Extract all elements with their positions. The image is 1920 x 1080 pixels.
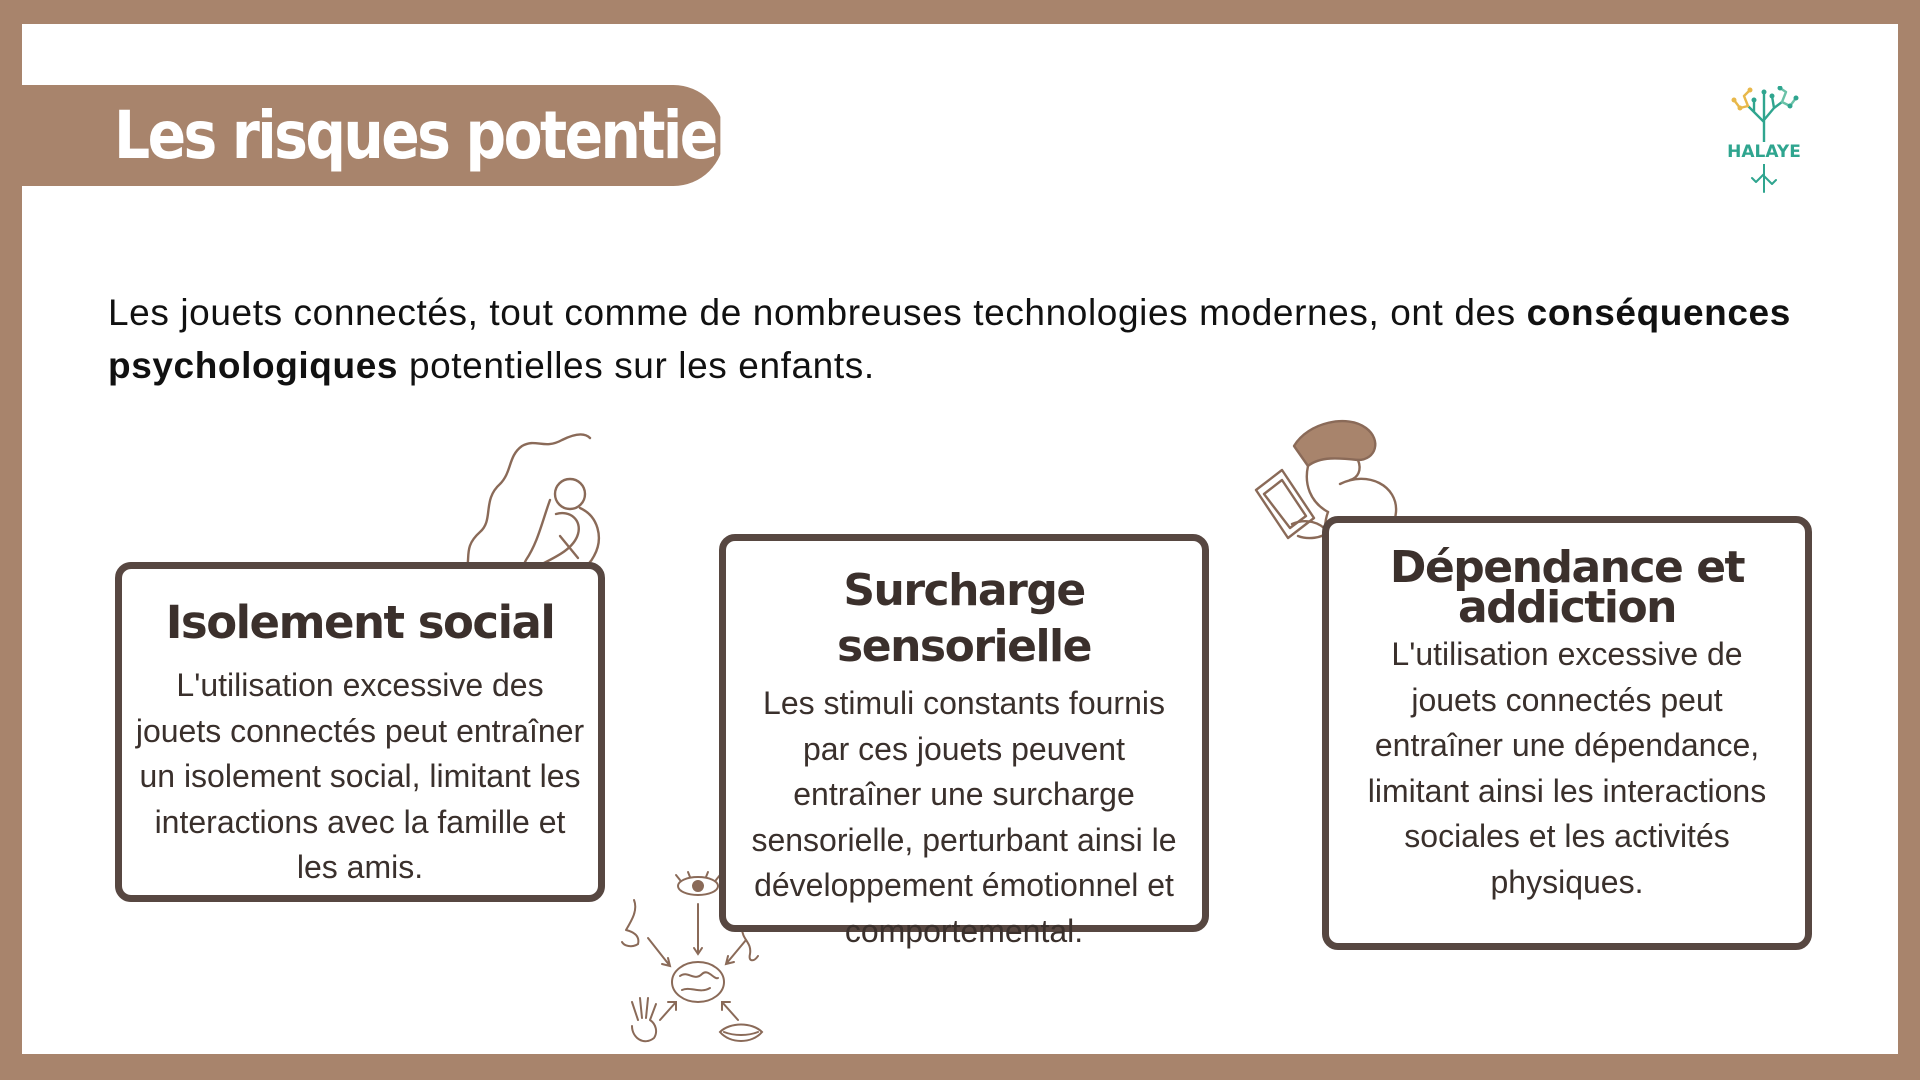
card-surcharge-sensorielle — [719, 534, 1209, 949]
intro-paragraph — [108, 286, 1828, 392]
intro-text-bold: conséquences psychologiques — [108, 292, 1791, 386]
intro-text-start: Les jouets connectés, tout comme de nombreuses technologies modernes, ont des — [108, 292, 1527, 333]
halaye-logo — [1714, 86, 1814, 216]
tree-roots-icon — [1714, 164, 1814, 204]
intro-text-end: potentielles sur les enfants. — [398, 345, 875, 386]
card-title: Isolement social — [165, 596, 555, 649]
page-title: Les risques potentiels — [114, 97, 764, 174]
title-banner — [22, 85, 764, 186]
card-text: L'utilisation excessive des jouets connectés peut entraîner un isolement social, limitant les interactions avec la famille et les amis. — [135, 667, 585, 885]
tree-logo-icon — [1714, 86, 1814, 142]
logo-text: HALAYE — [1727, 142, 1801, 162]
card-text: L'utilisation excessive de jouets connectés peut entraîner une dépendance, limitant ainsi les interactions sociales et les activités physiques. — [1367, 636, 1767, 900]
card-text: Les stimuli constants fournis par ces jouets peuvent entraîner une surcharge sensorielle, perturbant ainsi le développement émotionnel et comportemental. — [751, 685, 1177, 949]
card-title: Surcharge sensorielle — [837, 565, 1091, 672]
card-isolement-social — [115, 562, 605, 902]
card-title: Dépendance et addiction — [1389, 542, 1745, 633]
sad-person-illustration — [460, 430, 630, 580]
slide — [22, 24, 1898, 1054]
card-dependance-addiction — [1322, 516, 1812, 950]
